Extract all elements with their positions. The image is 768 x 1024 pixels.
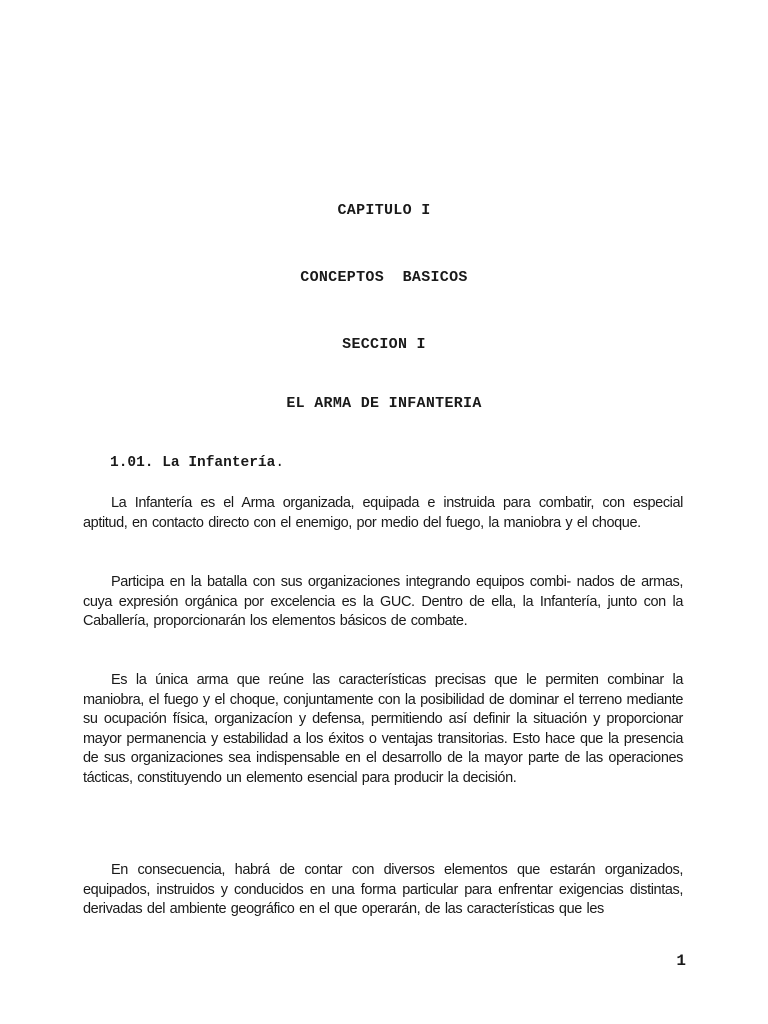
- page-number: 1: [676, 952, 686, 970]
- section-period: .: [275, 455, 285, 471]
- chapter-title: CONCEPTOS BASICOS: [300, 269, 468, 286]
- numbered-section-heading: [110, 455, 284, 471]
- paragraph: En consecuencia, habrá de contar con diversos elementos que estarán organizados, equipados, instruidos y conducidos en una forma particular para enfrentar exigencias distintas, derivadas del ambiente geográfico en el que operarán, de las características que les: [83, 862, 683, 918]
- section-heading: SECCION I: [342, 336, 426, 353]
- paragraph: La Infantería es el Arma organizada, equipada e instruida para combatir, con especial aptitud, en contacto directo con el enemigo, por medio del fuego, la maniobra y el choque.: [83, 495, 683, 531]
- paragraph: Participa en la batalla con sus organizaciones integrando equipos combi- nados de armas, cuya expresión orgánica por excelencia es la GUC. Dentro de ella, la Infantería, junto con la Caballería, proporcionarán los elementos básicos de combate.: [83, 574, 683, 630]
- paragraph: Es la única arma que reúne las características precisas que le permiten combinar la maniobra, el fuego y el choque, conjuntamente con la posibilidad de dominar el terreno mediante su ocupación física, organizacíon y defensa, permitiendo así definir la situación y proporcionar mayor permanencia y estabilidad a los éxitos o ventajas transitorias. Esto hace que la presencia de sus organizaciones sea indispensable en el desarrollo de la mayor parte de las operaciones tácticas, constituyendo un elemento esencial para producir la decisión.: [83, 672, 683, 786]
- section-title: EL ARMA DE INFANTERIA: [286, 395, 482, 412]
- chapter-heading: CAPITULO I: [337, 202, 431, 219]
- section-number: 1.01.: [110, 455, 154, 471]
- section-name: La Infantería: [162, 455, 276, 471]
